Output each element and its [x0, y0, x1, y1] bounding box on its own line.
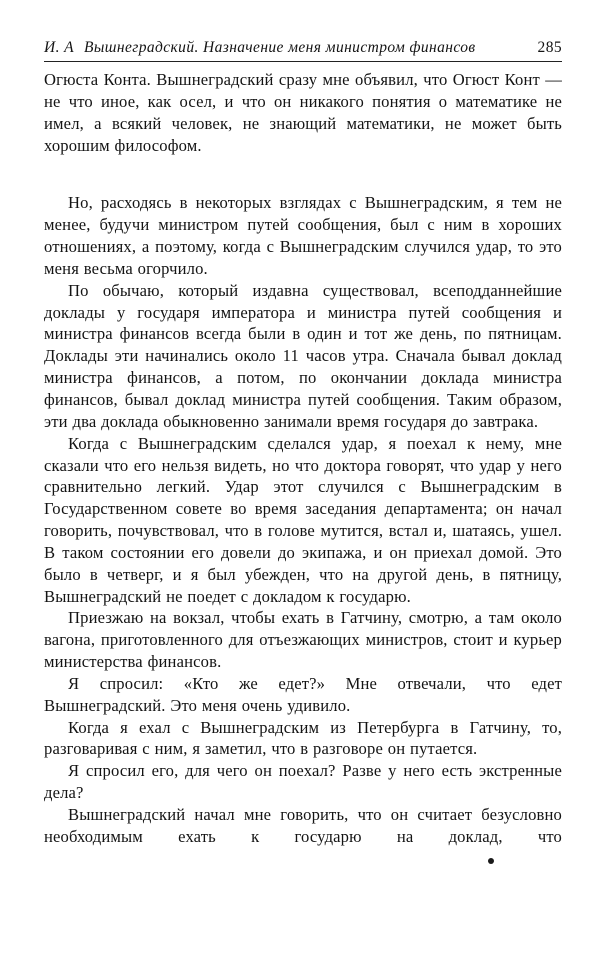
paragraph-8: Я спросил его, для чего он поехал? Разве у него есть экстренные дела? — [44, 761, 562, 803]
paragraph-9: Вышнеградский начал мне говорить, что он считает безусловно необходимым ехать к государю на доклад, что — [44, 805, 562, 846]
paragraph-2: Но, расходясь в некоторых взглядах с Вышнеградским, я тем не менее, будучи министром путей сообщения, был с ним в хороших отношениях, а поэтому, когда с Вышнеградским случился удар, то это меня весьма огорчило. — [44, 193, 562, 278]
paragraph-6: Я спросил: «Кто же едет?» Мне отвечали, что едет Вышнеградский. Это меня очень удивило. — [44, 673, 562, 715]
paragraph-7: Когда я ехал с Вышнеградским из Петербурга в Гатчину, то, разговаривая с ним, я заметил, что в разговоре он путается. — [44, 717, 562, 759]
body-text — [44, 69, 562, 848]
paragraph-5: Приезжаю на вокзал, чтобы ехать в Гатчину, смотрю, а там около вагона, приготовленного для отъезжающих министров, стоит и курьер министерства финансов. — [44, 608, 562, 672]
page-number: 285 — [537, 39, 562, 56]
paragraph-1: Огюста Конта. Вышнеградский сразу мне объявил, что Огюст Конт — не что иное, как осел, и что он никакого понятия о математике не имел, а всякий человек, не знающий математики, не может быть хорошим философом. — [44, 70, 562, 155]
paragraph-4: Когда с Вышнеградским сделался удар, я поехал к нему, мне сказали что его нельзя видеть, но что доктора говорят, что удар у него сравнительно легкий. Удар этот случился с Вышнеградским в Государственном совете во время заседания департамента; он начал говорить, почувствовал, что в голове мутится, встал и, шатаясь, ушел. В таком состоянии его довели до экипажа, и он приехал домой. Это было в четверг, и я был убежден, что на другой день, в пятницу, Вышнеградский не поедет с докладом к государю. — [44, 433, 562, 606]
paragraph-3: По обычаю, который издавна существовал, всеподданнейшие доклады у государя императора и министра путей сообщения и министра финансов всегда были в один и тот же день, по пятницам. Доклады эти начинались около 11 часов утра. Сначала бывал доклад министра финансов, а потом, по окончании доклада министра финансов, бывал доклад министра путей сообщения. Таким образом, эти два доклада обыкновенно занимали время государя до завтрака. — [44, 280, 562, 431]
book-page — [44, 38, 562, 848]
running-header — [44, 38, 562, 62]
header-author: И. А — [44, 39, 75, 56]
header-title: Вышнеградский. Назначение меня министром финансов — [84, 39, 476, 56]
ink-speck — [488, 858, 494, 864]
